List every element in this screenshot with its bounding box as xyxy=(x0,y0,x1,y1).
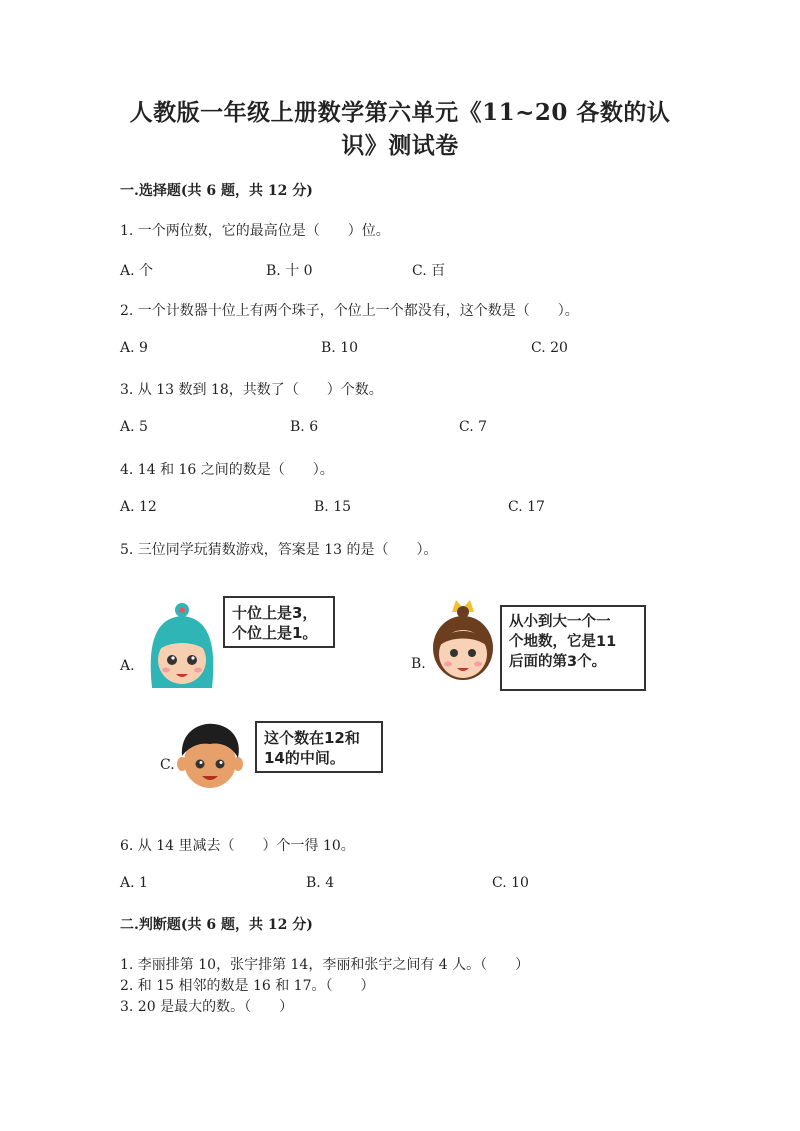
q6-option-c: C. 10 xyxy=(492,875,529,891)
q2-option-c: C. 20 xyxy=(531,340,568,356)
section-heading-choice: 一.选择题(共 6 题，共 12 分) xyxy=(120,183,313,199)
section-heading-judgement: 二.判断题(共 6 题，共 12 分) xyxy=(120,917,313,933)
question-5: 5. 三位同学玩猜数游戏，答案是 13 的是（ ）。 xyxy=(120,542,438,558)
q5-choice-b-speech-line-3: 后面的第3个。 xyxy=(509,654,607,670)
q1-option-b: B. 十 0 xyxy=(266,263,313,279)
page-title xyxy=(100,96,700,162)
q6-option-a: A. 1 xyxy=(120,875,148,891)
q2-option-b: B. 10 xyxy=(321,340,359,356)
q5-choice-b-speech-line-1: 从小到大一个一 xyxy=(509,614,611,630)
q3-option-a: A. 5 xyxy=(120,419,148,435)
q5-choice-b-speech-bubble xyxy=(500,605,646,691)
question-3: 3. 从 13 数到 18，共数了（ ）个数。 xyxy=(120,382,383,398)
title-line-2: 识》测试卷 xyxy=(341,132,459,159)
q3-option-c: C. 7 xyxy=(459,419,488,435)
crowned-girl-icon xyxy=(430,598,496,684)
judgement-item-1: 1. 李丽排第 10，张宇排第 14，李丽和张宇之间有 4 人。（ ） xyxy=(120,957,530,973)
judgement-item-2: 2. 和 15 相邻的数是 16 和 17。（ ） xyxy=(120,978,375,994)
judgement-item-3: 3. 20 是最大的数。（ ） xyxy=(120,999,294,1015)
teal-hair-girl-icon xyxy=(146,600,218,692)
q5-choice-a-speech-bubble xyxy=(223,596,335,648)
q4-option-a: A. 12 xyxy=(120,499,157,515)
q5-choice-c-speech-line-2: 14的中间。 xyxy=(264,749,345,767)
question-6: 6. 从 14 里减去（ ）个一得 10。 xyxy=(120,838,355,854)
q4-option-c: C. 17 xyxy=(508,499,545,515)
title-line-1: 人教版一年级上册数学第六单元《11~20 各数的认 xyxy=(129,99,671,126)
q2-option-a: A. 9 xyxy=(120,340,148,356)
question-2: 2. 一个计数器十位上有两个珠子，个位上一个都没有，这个数是（ ）。 xyxy=(120,303,579,319)
q5-choice-a-speech-line-2: 个位上是1。 xyxy=(232,624,318,642)
q6-option-b: B. 4 xyxy=(306,875,335,891)
q5-choice-c-label: C. xyxy=(160,757,175,773)
q5-choice-c-speech-bubble xyxy=(255,721,383,773)
boy-face-icon xyxy=(176,720,244,792)
q1-option-c: C. 百 xyxy=(412,263,446,279)
question-4: 4. 14 和 16 之间的数是（ ）。 xyxy=(120,462,334,478)
q5-choice-c-speech-line-1: 这个数在12和 xyxy=(264,729,360,747)
q5-choice-b-speech-line-2: 个地数，它是11 xyxy=(509,634,617,650)
q5-choice-b-label: B. xyxy=(411,656,426,672)
q5-choice-a-speech-line-1: 十位上是3， xyxy=(232,604,318,622)
q3-option-b: B. 6 xyxy=(290,419,319,435)
question-1: 1. 一个两位数，它的最高位是（ ）位。 xyxy=(120,223,390,239)
q1-option-a: A. 个 xyxy=(120,263,154,279)
q4-option-b: B. 15 xyxy=(314,499,352,515)
q5-choice-a-label: A. xyxy=(120,658,135,674)
